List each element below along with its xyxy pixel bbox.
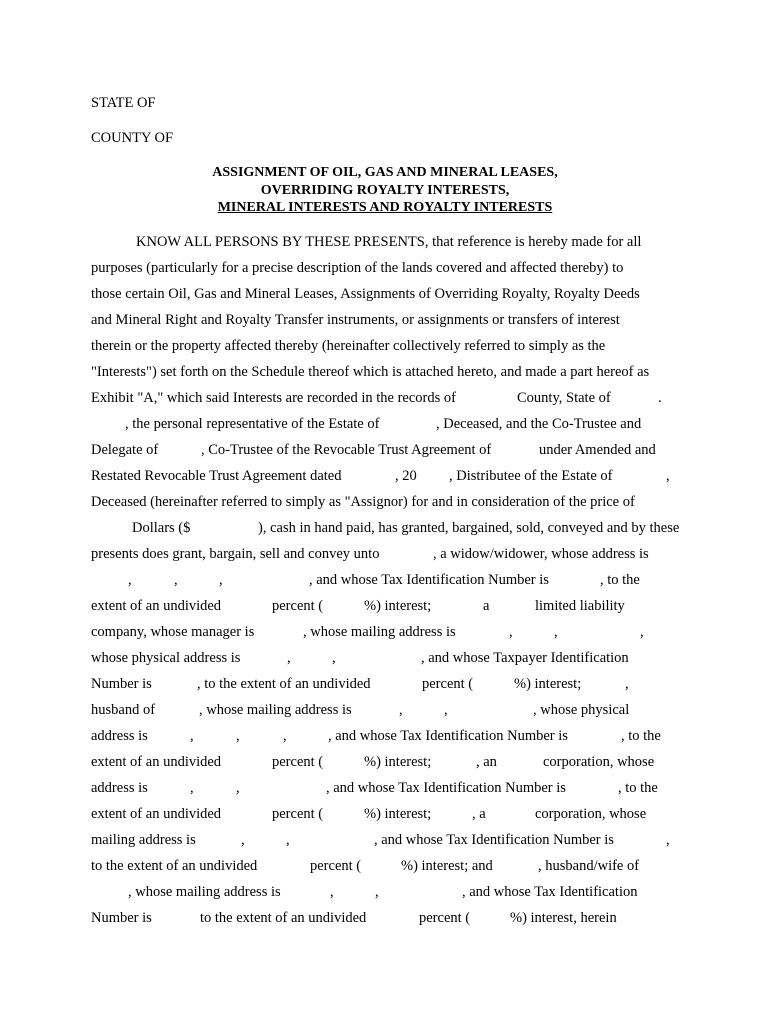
document-title-line-2: OVERRIDING ROYALTY INTERESTS, — [260, 183, 510, 198]
document-title-line-1: ASSIGNMENT OF OIL, GAS AND MINERAL LEASES, — [212, 165, 558, 180]
state-label: STATE OF — [91, 95, 156, 111]
county-label: COUNTY OF — [91, 130, 174, 146]
document-title-line-3: MINERAL INTERESTS AND ROYALTY INTERESTS — [217, 200, 553, 215]
